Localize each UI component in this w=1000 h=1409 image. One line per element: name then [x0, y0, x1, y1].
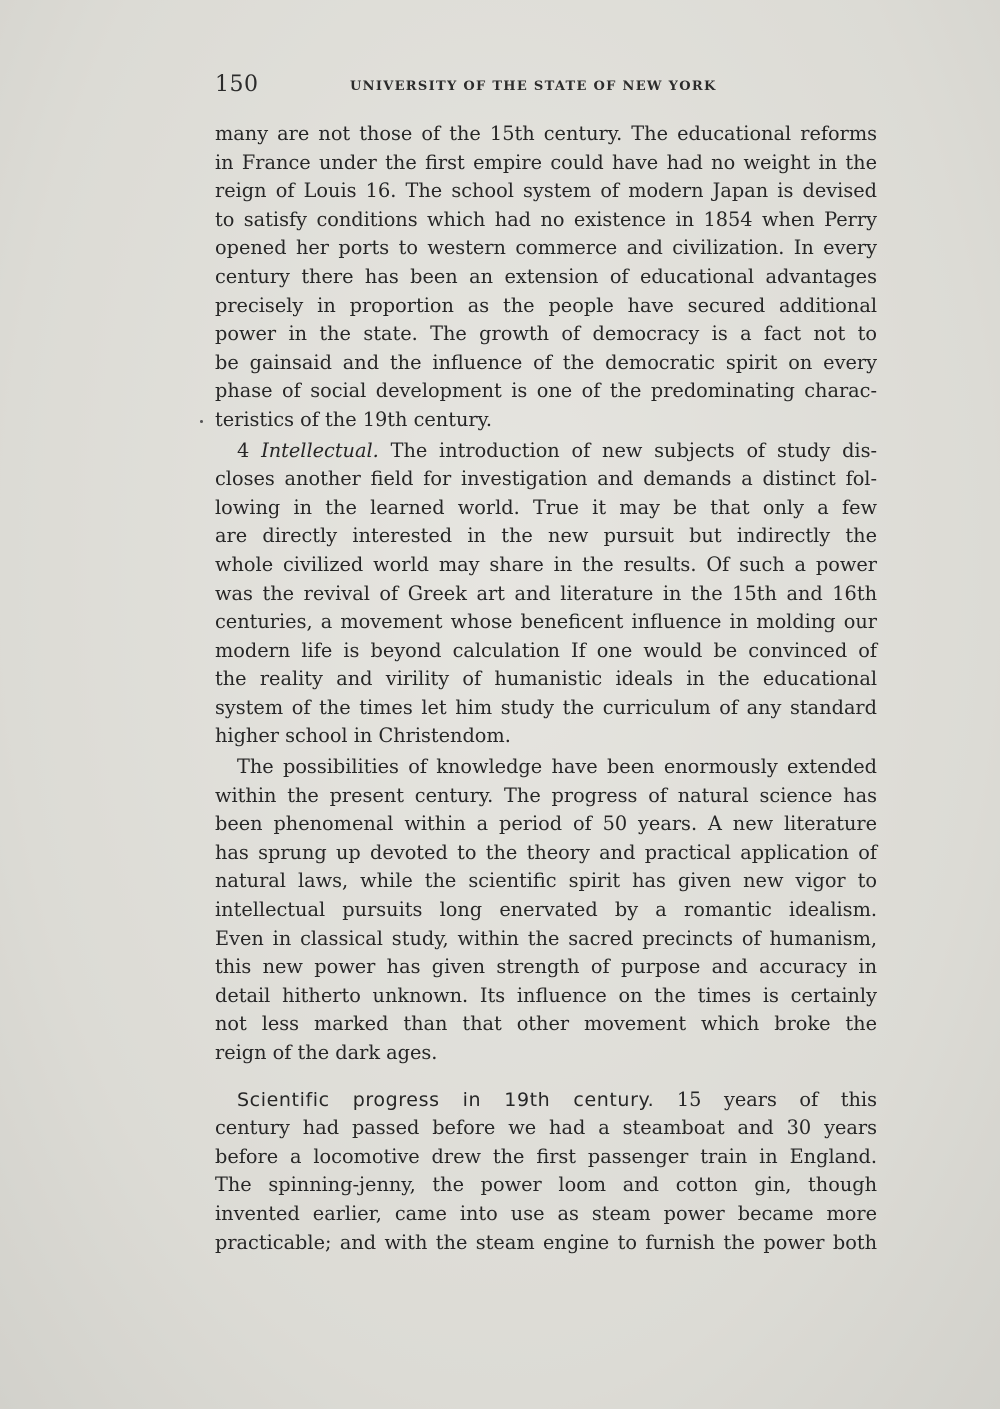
body-text — [215, 120, 877, 1257]
text-line: centuries, a movement whose beneficent influence in molding our — [215, 610, 877, 634]
text-line: in France under the first empire could have had no weight in the — [215, 150, 877, 174]
text-line: was the revival of Greek art and literature in the 15th and 16th — [215, 581, 877, 605]
text-line: before a locomotive drew the first passenger train in England. — [215, 1144, 877, 1168]
text-line: closes another field for investigation and demands a distinct fol- — [215, 467, 877, 491]
text-line: century had passed before we had a steamboat and 30 years — [215, 1116, 877, 1140]
text-line: detail hitherto unknown. Its influence on the times is certainly — [215, 983, 877, 1007]
text-line: lowing in the learned world. True it may be that only a few — [215, 495, 877, 519]
text-line: not less marked than that other movement which broke the — [215, 1012, 877, 1036]
page-number: 150 — [215, 72, 259, 97]
paragraph-3 — [215, 753, 877, 1068]
text-line: precisely in proportion as the people have secured additional — [215, 293, 877, 317]
text-line: opened her ports to western commerce and civilization. In every — [215, 236, 877, 260]
text-line: phase of social development is one of the predominating charac- — [215, 379, 877, 403]
text-line: are directly interested in the new pursuit but indirectly the — [215, 524, 877, 548]
text-line: many are not those of the 15th century. The educational reforms — [215, 122, 877, 145]
text-line: intellectual pursuits long enervated by a romantic idealism. — [215, 898, 877, 922]
text-line: within the present century. The progress of natural science has — [215, 783, 877, 807]
text-line: teristics of the 19th century. — [215, 407, 493, 431]
text-line: whole civilized world may share in the results. Of such a power — [215, 552, 877, 576]
paragraph-scientific-progress — [215, 1086, 877, 1258]
text-line: modern life is beyond calculation If one would be convinced of — [215, 638, 877, 662]
text-segment: The introduction of new subjects of study dis- — [390, 438, 877, 462]
section-title: Intellectual. — [261, 438, 379, 462]
text-line: practicable; and with the steam engine to furnish the power both — [215, 1230, 877, 1254]
text-line: the reality and virility of humanistic ideals in the educational — [215, 667, 877, 691]
text-line: Even in classical study, within the sacred precincts of humanism, — [215, 926, 877, 950]
text-line — [215, 437, 877, 466]
text-line: this new power has given strength of purpose and accuracy in — [215, 955, 877, 979]
text-line: been phenomenal within a period of 50 years. A new literature — [215, 812, 877, 836]
running-head: UNIVERSITY OF THE STATE OF NEW YORK — [350, 79, 717, 94]
text-line: higher school in Christendom. — [215, 724, 511, 748]
text-line: system of the times let him study the curriculum of any standard — [215, 695, 877, 719]
text-segment: 15 years of this — [676, 1087, 877, 1111]
paragraph-1 — [215, 120, 877, 435]
text-line: The spinning-jenny, the power loom and cotton gin, though — [215, 1173, 877, 1197]
text-line: power in the state. The growth of democracy is a fact not to — [215, 322, 877, 346]
text-line: century there has been an extension of educational advantages — [215, 264, 877, 288]
text-line: be gainsaid and the influence of the democratic spirit on every — [215, 350, 877, 374]
text-line: The possibilities of knowledge have been enormously extended — [237, 755, 877, 779]
page-header — [215, 72, 875, 102]
section-number: 4 — [237, 438, 250, 462]
margin-mark — [200, 420, 203, 423]
text-line — [215, 1086, 877, 1115]
section-sidehead: Scientific progress in 19th century. — [237, 1088, 655, 1111]
text-line: reign of the dark ages. — [215, 1041, 438, 1064]
text-line: to satisfy conditions which had no existence in 1854 when Perry — [215, 207, 877, 231]
paragraph-intellectual — [215, 437, 877, 752]
text-line: has sprung up devoted to the theory and practical application of — [215, 840, 877, 864]
text-line: natural laws, while the scientific spirit has given new vigor to — [215, 869, 877, 893]
text-line: reign of Louis 16. The school system of modern Japan is devised — [215, 179, 877, 203]
text-line: invented earlier, came into use as steam power became more — [215, 1201, 877, 1225]
